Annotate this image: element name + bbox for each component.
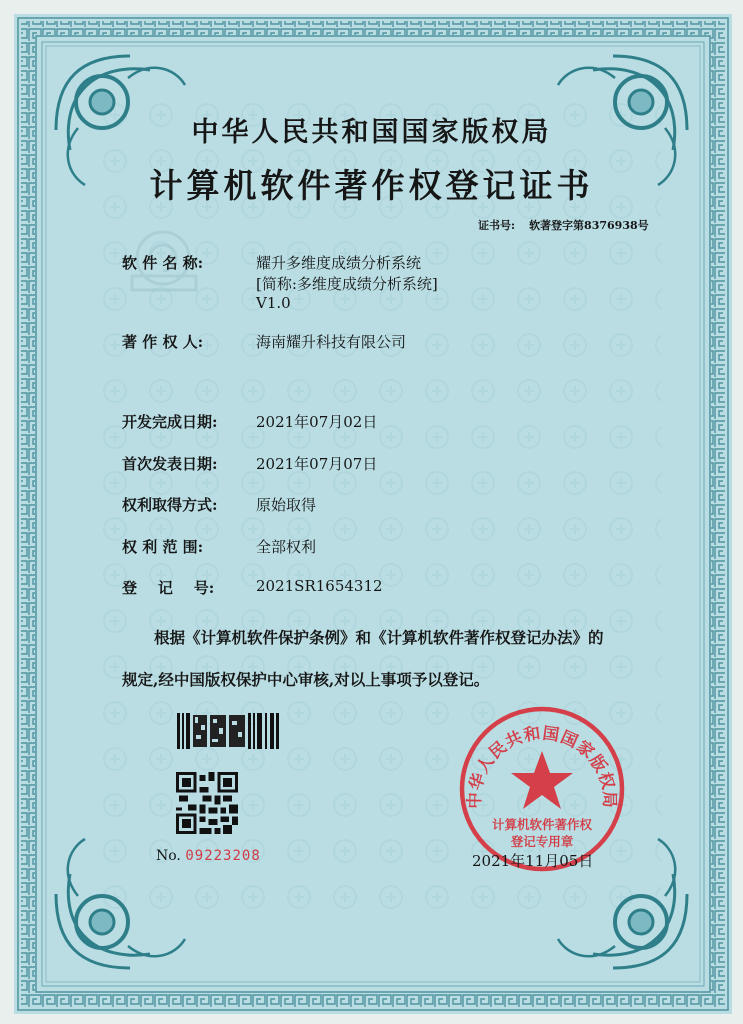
official-seal xyxy=(458,705,626,873)
seal-inner-line-2: 登记专用章 xyxy=(510,834,574,849)
barcode-icon xyxy=(177,713,279,749)
field-label-registration-number: 登 记 号: xyxy=(122,579,215,597)
field-label-publication-date: 首次发表日期: xyxy=(122,455,218,473)
field-label-copyright-owner: 著 作 权 人: xyxy=(122,333,204,351)
field-value-publication-date: 2021年07月07日 xyxy=(256,455,378,473)
field-value-version: V1.0 xyxy=(256,294,291,312)
field-value-software-name: 耀升多维度成绩分析系统 xyxy=(256,254,422,272)
serial-prefix: No. xyxy=(156,848,181,864)
field-value-acquisition-method: 原始取得 xyxy=(256,496,317,514)
certificate-number xyxy=(478,217,649,233)
qr-code-icon xyxy=(176,772,238,834)
certificate-number-label: 证书号: xyxy=(478,219,516,232)
body-text-line-2: 规定,经中国版权保护中心审核,对以上事项予以登记。 xyxy=(122,670,490,689)
field-value-short-name: [简称:多维度成绩分析系统] xyxy=(256,275,438,293)
issuing-authority: 中华人民共和国国家版权局 xyxy=(191,117,552,148)
field-value-copyright-owner: 海南耀升科技有限公司 xyxy=(256,333,407,351)
certificate-title: 计算机软件著作权登记证书 xyxy=(149,166,594,205)
issue-date: 2021年11月05日 xyxy=(472,852,594,870)
body-text-line-1: 根据《计算机软件保护条例》和《计算机软件著作权登记办法》的 xyxy=(154,628,604,647)
seal-outer-text: 中华人民共和国国家版权局 xyxy=(464,723,620,809)
field-label-completion-date: 开发完成日期: xyxy=(122,413,218,431)
field-label-software-name: 软 件 名 称: xyxy=(122,254,204,272)
field-label-rights-scope: 权 利 范 围: xyxy=(122,538,204,556)
field-value-registration-number: 2021SR1654312 xyxy=(256,577,383,595)
field-value-completion-date: 2021年07月02日 xyxy=(256,413,378,431)
serial-number-value: 09223208 xyxy=(185,848,261,864)
seal-star-icon xyxy=(511,751,573,809)
seal-inner-line-1: 计算机软件著作权 xyxy=(491,817,593,832)
field-value-rights-scope: 全部权利 xyxy=(256,538,317,556)
field-label-acquisition-method: 权利取得方式: xyxy=(122,496,218,514)
serial-number xyxy=(156,848,261,864)
certificate-number-value: 软著登字第8376938号 xyxy=(529,219,649,232)
